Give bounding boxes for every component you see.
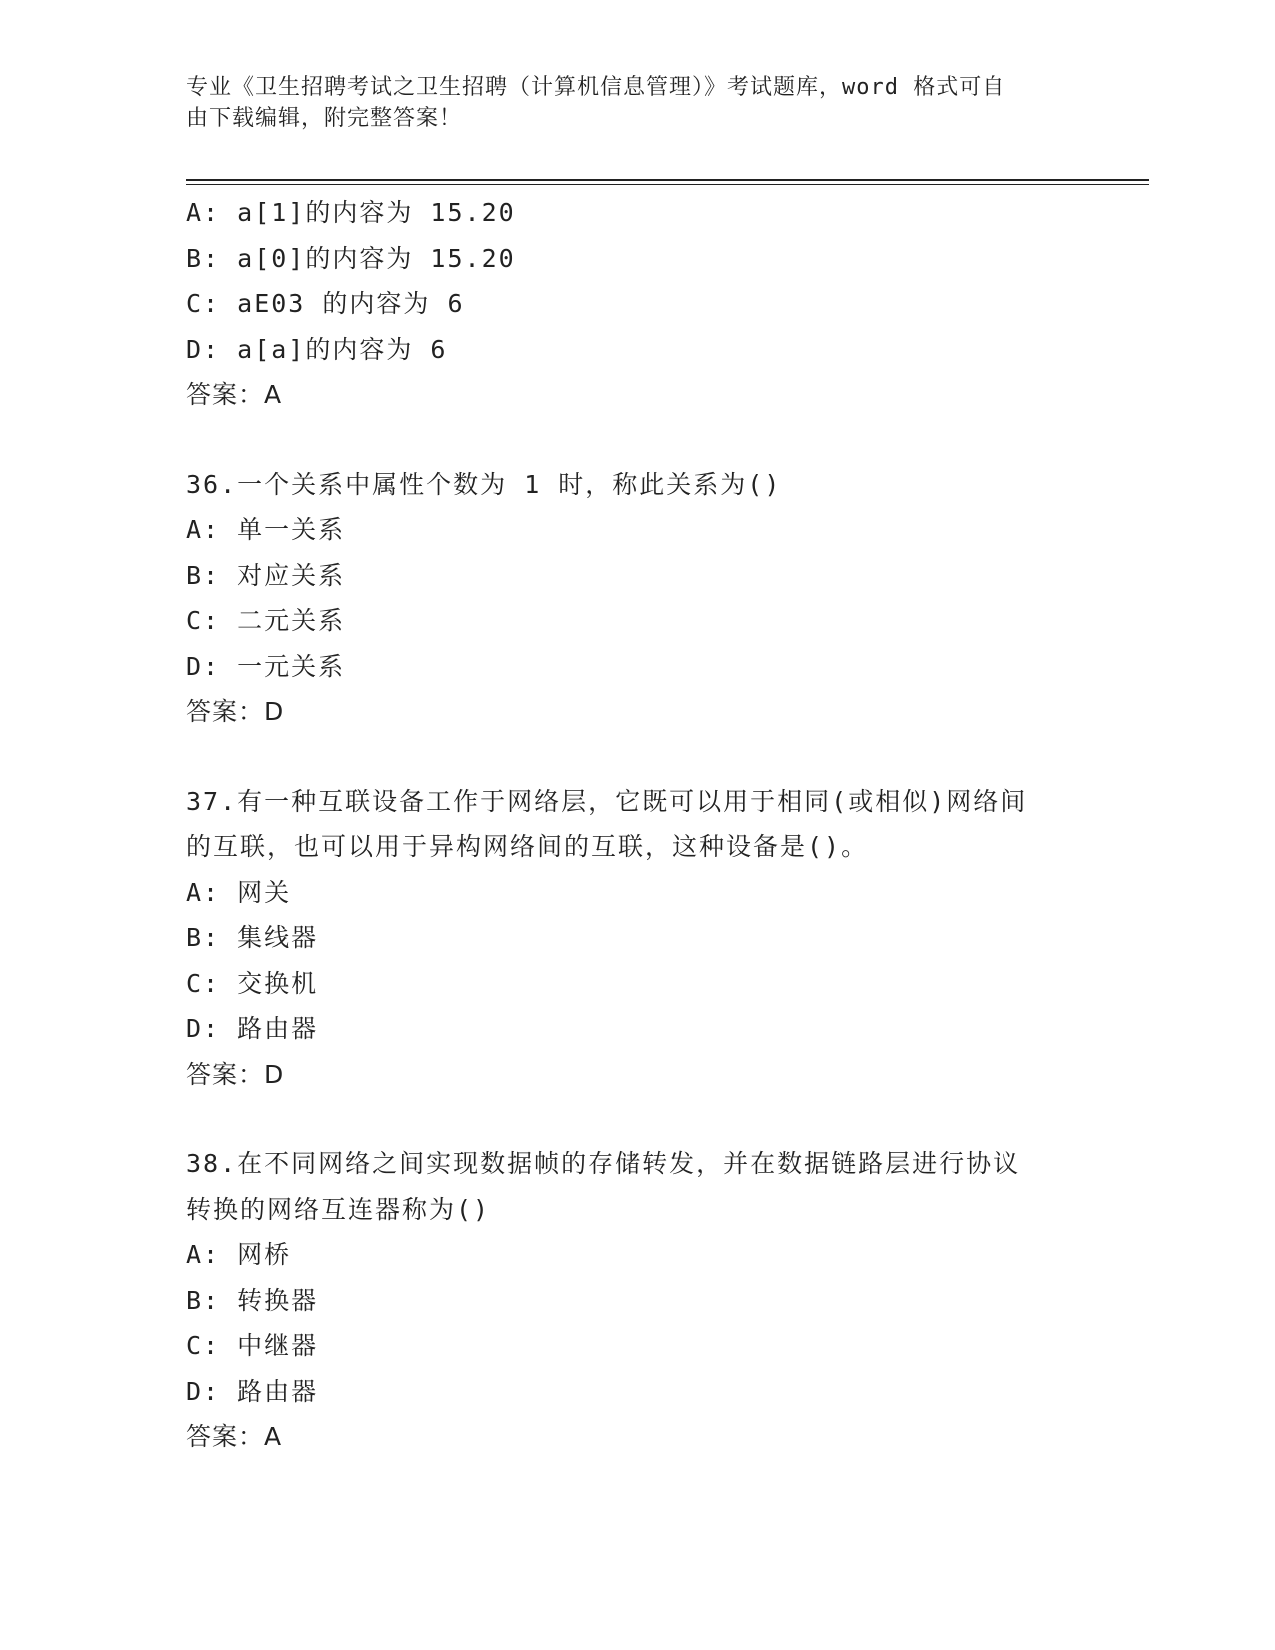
header-rule-thin — [186, 184, 1149, 185]
question-content — [186, 190, 1086, 1460]
answer-line: 答案：A — [186, 380, 283, 409]
option-c: C: 二元关系 — [186, 606, 346, 635]
answer-line: 答案：A — [186, 1422, 283, 1451]
option-b: B: a[0]的内容为 15.20 — [186, 243, 516, 273]
document-header — [186, 72, 1066, 134]
option-c: C: 交换机 — [186, 968, 319, 998]
option-c: C: aE03 的内容为 6 — [186, 289, 465, 318]
option-b: B: 集线器 — [186, 923, 319, 952]
question-text-line: 37.有一种互联设备工作于网络层，它既可以用于相同(或相似)网络间 — [186, 786, 1028, 816]
answer-line: 答案：D — [186, 697, 285, 726]
question-text-line: 的互联，也可以用于异构网络间的互联，这种设备是()。 — [186, 832, 869, 861]
option-d: D: 路由器 — [186, 1376, 319, 1406]
header-line-1: 专业《卫生招聘考试之卫生招聘（计算机信息管理）》考试题库，word 格式可自 — [186, 75, 1006, 100]
option-b: B: 对应关系 — [186, 560, 346, 590]
option-a: A: 网关 — [186, 877, 292, 907]
header-line-2: 由下载编辑，附完整答案！ — [186, 106, 463, 131]
spacer — [186, 735, 1086, 779]
option-a: A: a[1]的内容为 15.20 — [186, 198, 516, 227]
option-a: A: 单一关系 — [186, 515, 346, 544]
answer-line: 答案：D — [186, 1059, 285, 1089]
spacer — [186, 418, 1086, 462]
question-text-line: 转换的网络互连器称为() — [186, 1194, 491, 1224]
spacer — [186, 1097, 1086, 1141]
question-35-block — [186, 190, 1086, 418]
option-b: B: 转换器 — [186, 1285, 319, 1315]
header-rule-thick — [186, 179, 1149, 181]
question-36-block — [186, 462, 1086, 735]
question-text-line: 36.一个关系中属性个数为 1 时，称此关系为() — [186, 469, 782, 499]
question-37-block — [186, 779, 1086, 1098]
question-38-block — [186, 1141, 1086, 1460]
option-a: A: 网桥 — [186, 1240, 292, 1269]
option-d: D: a[a]的内容为 6 — [186, 334, 448, 364]
question-text-line: 38.在不同网络之间实现数据帧的存储转发，并在数据链路层进行协议 — [186, 1149, 1021, 1178]
option-c: C: 中继器 — [186, 1331, 319, 1360]
option-d: D: 路由器 — [186, 1014, 319, 1043]
option-d: D: 一元关系 — [186, 651, 346, 681]
